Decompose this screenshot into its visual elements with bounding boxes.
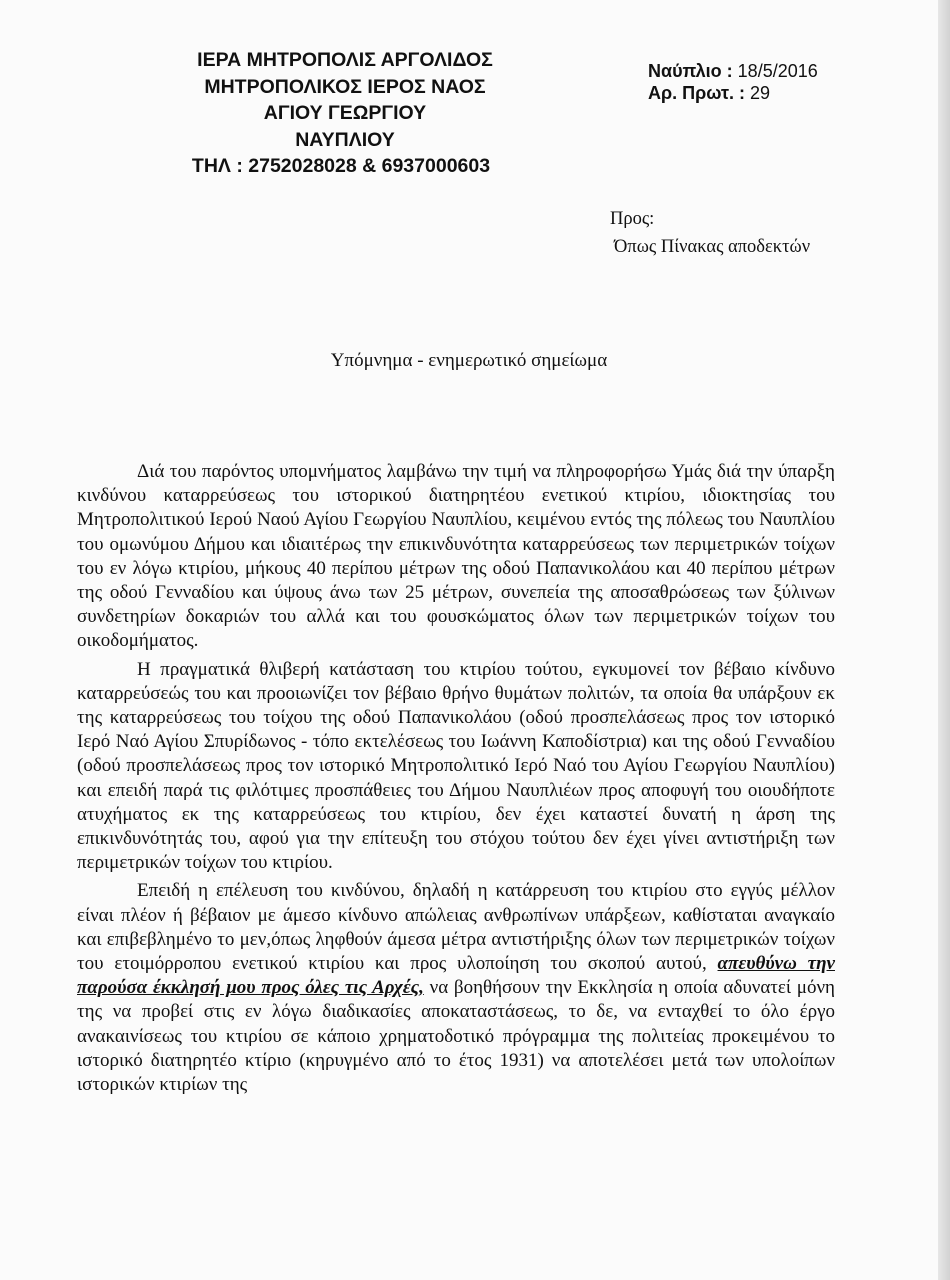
letterhead-line-3: ΑΓΙΟΥ ΓΕΩΡΓΙΟΥ <box>263 102 427 124</box>
document-meta <box>648 60 818 104</box>
place-date-row <box>648 60 818 82</box>
letterhead-line-2: ΜΗΤΡΟΠΟΛΙΚΟΣ ΙΕΡΟΣ ΝΑΟΣ <box>204 75 486 98</box>
recipient-value: Όπως Πίνακας αποδεκτών <box>614 237 811 257</box>
letterhead-line-1: ΙΕΡΑ ΜΗΤΡΟΠΟΛΙΣ ΑΡΓΟΛΙΔΟΣ <box>197 49 493 71</box>
protocol-label: Αρ. Πρωτ. : <box>648 83 746 103</box>
paragraph-3 <box>77 879 835 1097</box>
appeal-emphasis: απευθύνω την παρούσα έκκλησή μου προς όλες τις Αρχές, <box>77 953 835 999</box>
letterhead-line-4: ΝΑΥΠΛΙΟΥ <box>295 128 395 151</box>
date-value: 18/5/2016 <box>737 61 818 81</box>
protocol-row <box>648 82 818 104</box>
recipient-label: Προς: <box>610 209 655 229</box>
page-edge <box>938 0 950 1280</box>
paragraph-3-text-end: να βοηθήσουν την Εκκλησία η οποία αδυνατεί μόνη της να προβεί στις εν λόγω διαδικασίες αποκαταστάσεως, το δε, να ενταχθεί το όλο έργο ανακαινίσεως του κτιρίου σε κάποιο χρηματοδοτικό πρόγραμμα της πολιτείας προκειμένου το ιστορικό διατηρητέο κτίριο (κηρυγμένο από το έτος 1931) να αποτελέσει μετά των υπολοίπων ιστορικών κτιρίων της <box>77 977 835 1096</box>
paragraph-2: Η πραγματικά θλιβερή κατάσταση του κτιρίου τούτου, εγκυμονεί τον βέβαιο κίνδυνο καταρρεύσεώς του και προοιωνίζει τον βέβαιο θρήνο θυμάτων πολιτών, τα οποία θα υπάρξουν εκ της καταρρεύσεως του τοίχου της οδού Παπανικολάου (οδού προσπελάσεως προς τον ιστορικό Ιερό Ναό Αγίου Σπυρίδωνος - τόπο εκτελέσεως του Ιωάννη Καποδίστρια) και της οδού Γενναδίου (οδού προσπελάσεως προς τον ιστορικό Μητροπολιτικό Ιερό Ναό του Αγίου Γεωργίου Ναυπλίου) και επειδή παρά τις φιλότιμες προσπάθειες του Δήμου Ναυπλιέων προς αποφυγή του οιουδήποτε ατυχήματος εκ της καταρρεύσεως του κτιρίου, δεν έχει καταστεί δυνατή η άρση της επικινδυνότητάς του, αφού για την επίτευξη του στόχου τούτου δεν έχει γίνει αντιστήριξη των περιμετρικών τοίχων του κτιρίου. <box>77 658 835 874</box>
letterhead <box>120 47 570 180</box>
paragraph-3-text-start: Επειδή η επέλευση του κινδύνου, δηλαδή η κατάρρευση του κτιρίου στο εγγύς μέλλον είναι πλέον ή βέβαιον με άμεσο κίνδυνο απώλειας ανθρωπίνων υπάρξεων, καθίσταται αναγκαίο και επιβεβλημένο το μεν,όπως ληφθούν άμεσα μέτρα αντιστήριξης όλων των περιμετρικών τοίχων του ετοιμόρροπου ενετικού κτιρίου και προς υλοποίηση του σκοπού αυτού, <box>77 880 835 975</box>
protocol-number: 29 <box>750 83 771 103</box>
place-label: Ναύπλιο : <box>648 61 733 81</box>
paragraph-1: Διά του παρόντος υπομνήματος λαμβάνω την τιμή να πληροφορήσω Υμάς διά την ύπαρξη κινδύνου καταρρεύσεως του ιστορικού διατηρητέου ενετικού κτιρίου, ιδιοκτησίας του Μητροπολιτικού Ιερού Ναού Αγίου Γεωργίου Ναυπλίου, κειμένου εντός της πόλεως του Ναυπλίου του ομωνύμου Δήμου και ιδιαιτέρως την επικινδυνότητα καταρρεύσεως των περιμετρικών τοίχων του εν λόγω κτιρίου, μήκους 40 περίπου μέτρων της οδού Παπανικολάου και 40 περίπου μέτρων της οδού Γενναδίου και ύψους άνω των 25 μέτρων, συνεπεία της αποσαθρώσεως των ξύλινων συνδετηρίων δοκαριών του αλλά και του φουσκώματος όλων των περιμετρικών τοίχων του οικοδομήματος. <box>77 461 835 652</box>
letter-body <box>77 460 835 1097</box>
document-subject: Υπόμνημα - ενημερωτικό σημείωμα <box>330 350 608 371</box>
letterhead-telephone: ΤΗΛ : 2752028028 & 6937000603 <box>191 155 491 177</box>
recipient-block <box>610 205 810 261</box>
